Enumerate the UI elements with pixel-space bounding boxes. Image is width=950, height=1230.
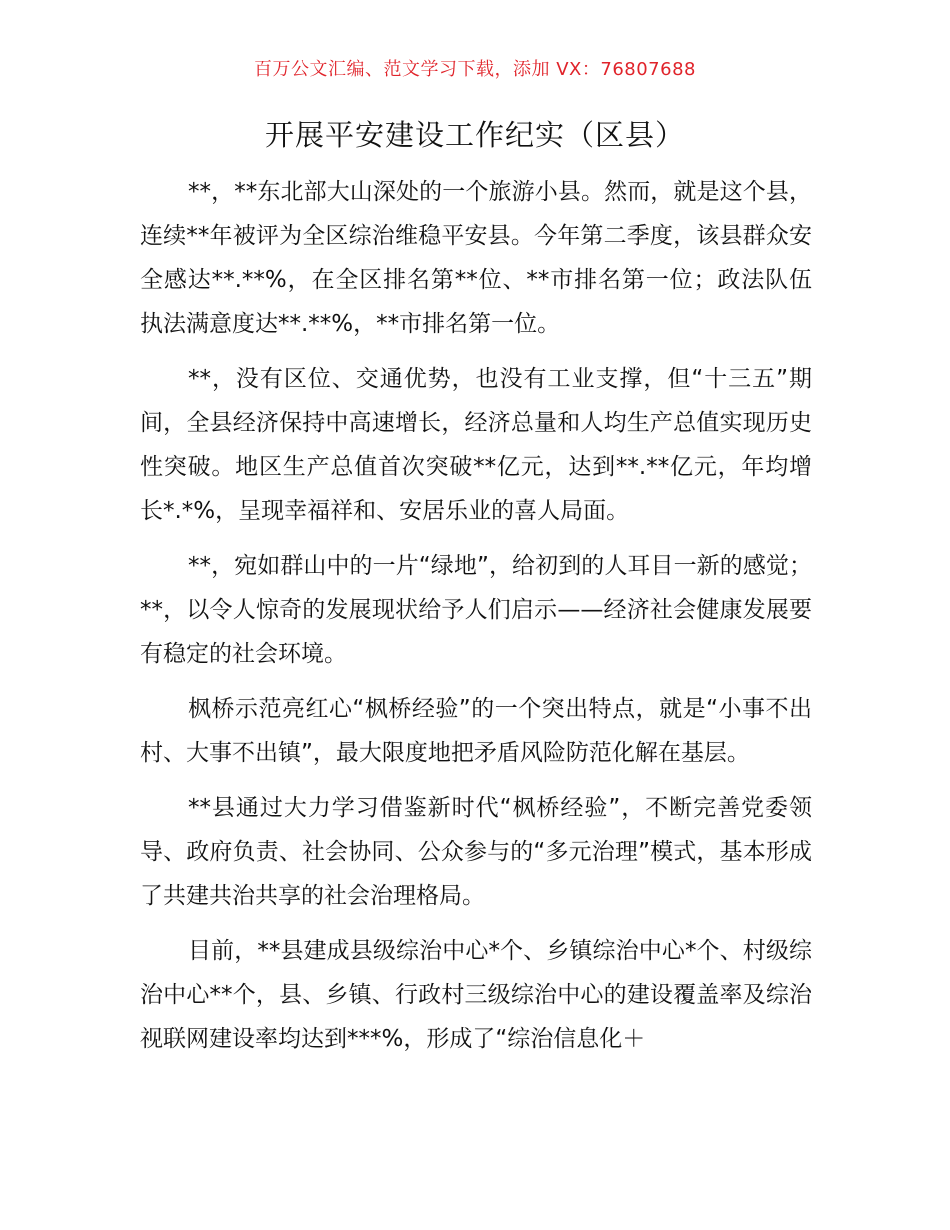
paragraph: 目前，**县建成县级综治中心*个、乡镇综治中心*个、村级综治中心**个，县、乡镇、行政村三级综治中心的建设覆盖率及综治视联网建设率均达到***%，形成了“综治信息化＋ [140,938,812,1052]
paragraph: **，没有区位、交通优势，也没有工业支撑，但“十三五”期间，全县经济保持中高速增长，经济总量和人均生产总值实现历史性突破。地区生产总值首次突破**亿元，达到**.**亿元，年均增长*.*%，呈现幸福祥和、安居乐业的喜人局面。 [140,366,812,524]
paragraph: **，宛如群山中的一片“绿地”，给初到的人耳目一新的感觉；**，以令人惊奇的发展现状给予人们启示——经济社会健康发展要有稳定的社会环境。 [140,553,812,667]
document-title: 开展平安建设工作纪实（区县） [264,118,685,152]
header-note: 百万公文汇编、范文学习下载，添加 VX：76807688 [254,59,696,80]
document-body [140,170,812,1072]
paragraph: **县通过大力学习借鉴新时代“枫桥经验”，不断完善党委领导、政府负责、社会协同、公众参与的“多元治理”模式，基本形成了共建共治共享的社会治理格局。 [140,795,812,909]
paragraph: 枫桥示范亮红心“枫桥经验”的一个突出特点，就是“小事不出村、大事不出镇”，最大限度地把矛盾风险防范化解在基层。 [140,696,812,766]
paragraph: **，**东北部大山深处的一个旅游小县。然而，就是这个县，连续**年被评为全区综治维稳平安县。今年第二季度，该县群众安全感达**.**%，在全区排名第**位、**市排名第一位；政法队伍执法满意度达**.**%，**市排名第一位。 [140,179,812,337]
